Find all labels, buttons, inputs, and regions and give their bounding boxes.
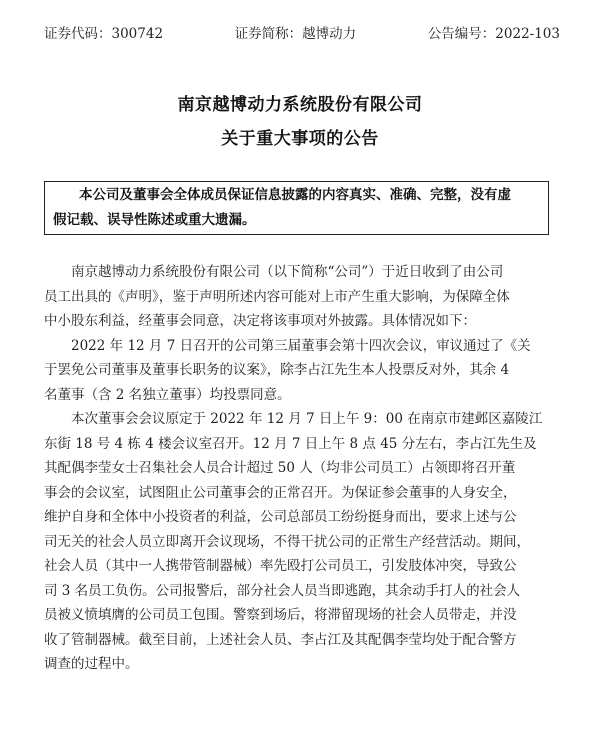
text-line: 司无关的社会人员立即离开会议现场，不得干扰公司的正常生产经营活动。期间， <box>44 533 530 550</box>
paragraph <box>44 334 556 408</box>
text-line: 收了管制器械。截至目前，上述社会人员、李占江及其配偶李莹均处于配合警方 <box>44 631 517 648</box>
paragraph <box>44 260 556 334</box>
header-bar <box>44 22 560 42</box>
announcement-title: 关于重大事项的公告 <box>221 129 379 149</box>
text-line: 员被义愤填膺的公司员工包围。警察到场后，将滞留现场的社会人员带走，并没 <box>44 607 517 623</box>
text-line: 社会人员（其中一人携带管制器械）率先殴打公司员工，引发肢体冲突，导致公 <box>44 558 517 574</box>
disclaimer-line: 本公司及董事会全体成员保证信息披露的内容真实、准确、完整，没有虚 <box>79 187 511 203</box>
text-line: 名董事（含 2 名独立董事）均投票同意。 <box>44 386 291 403</box>
text-line: 东街 18 号 4 栋 4 楼会议室召开。12 月 7 日上午 8 点 45 分左右，李占江先生及 <box>44 435 537 452</box>
text-line: 于罢免公司董事及董事长职务的议案》，除李占江先生本人投票反对外，其余 4 <box>44 362 510 378</box>
text-line: 事会的会议室，试图阻止公司董事会的正常召开。为保证参会董事的人身安全， <box>44 484 517 501</box>
text-line: 南京越博动力系统股份有限公司（以下简称“公司”）于近日收到了由公司 <box>71 264 504 280</box>
disclaimer-box <box>44 181 549 235</box>
text-line: 员工出具的《声明》，鉴于声明所述内容可能对上市产生重大影响，为保障全体 <box>44 288 510 305</box>
text-line: 本次董事会会议原定于 2022 年 12 月 7 日上午 9：00 在南京市建邺区嘉陵江 <box>71 411 543 427</box>
text-line: 司 3 名员工负伤。公司报警后，部分社会人员当即逃跑，其余动手打人的社会人 <box>44 582 521 599</box>
stock-code: 证券代码：300742 <box>44 26 164 42</box>
paragraph <box>44 407 556 677</box>
text-line: 中小股东利益，经董事会同意，决定将该事项对外披露。具体情况如下： <box>44 313 476 329</box>
stock-abbreviation: 证券简称：越博动力 <box>234 26 357 42</box>
announcement-number: 公告编号：2022-103 <box>427 26 560 42</box>
announcement-body <box>44 260 556 677</box>
text-line: 2022 年 12 月 7 日召开的公司第三届董事会第十四次会议，审议通过了《关 <box>71 337 531 354</box>
text-line: 其配偶李莹女士召集社会人员合计超过 50 人（均非公司员工）占领即将召开董 <box>44 460 516 476</box>
text-line: 调查的过程中。 <box>44 656 139 672</box>
disclaimer-line: 假记载、误导性陈述或重大遗漏。 <box>53 212 256 228</box>
text-line: 维护自身和全体中小投资者的利益，公司总部员工纷纷挺身而出，要求上述与公 <box>44 509 517 525</box>
company-name: 南京越博动力系统股份有限公司 <box>177 95 423 115</box>
